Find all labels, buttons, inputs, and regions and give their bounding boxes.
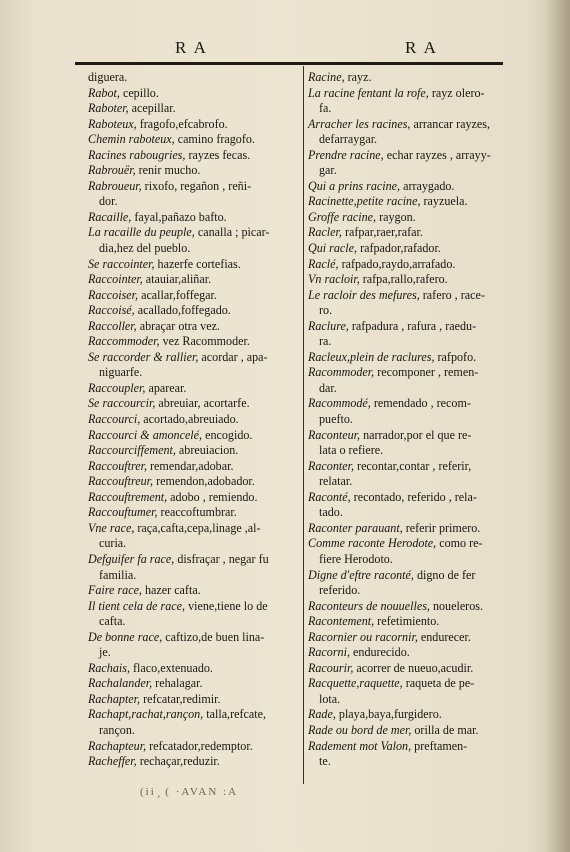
entry-translation: digno de fer <box>413 567 476 582</box>
entry-headword: Rachapt,rachat,rançon, <box>88 707 204 722</box>
entry-headword: Rachalander, <box>88 676 153 691</box>
dictionary-entry <box>308 272 516 288</box>
entry-translation: viene,tiene lo de <box>185 598 268 613</box>
entry-translation: remendon,adobador. <box>153 474 255 489</box>
entry-translation: remendar,adobar. <box>147 458 234 473</box>
entry-headword: Se raccointer, <box>88 256 155 271</box>
entry-headword: La racaille du peuple, <box>88 225 195 240</box>
entry-headword: Raconter, <box>308 458 355 473</box>
entry-headword: Rade, <box>308 707 336 722</box>
entry-translation: rixofo, regañon , reñi- <box>141 178 252 193</box>
entry-translation: rayz. <box>344 70 372 84</box>
entry-translation: raça,cafta,cepa,linage ,al- <box>134 520 261 535</box>
entry-headword: Raccointer, <box>88 272 143 287</box>
entry-headword: Racler, <box>308 225 342 240</box>
dictionary-entry <box>308 739 516 755</box>
entry-headword: Raccommoder, <box>88 334 160 349</box>
entry-continuation: relatar. <box>319 474 353 489</box>
dictionary-entry <box>88 70 300 86</box>
entry-continuation: tado. <box>319 505 343 520</box>
dictionary-entry <box>308 194 516 210</box>
entry-translation: acallado,foffegado. <box>134 303 231 318</box>
entry-translation: rafero , race- <box>419 287 485 302</box>
entry-translation: vez Racommoder. <box>159 334 250 349</box>
dictionary-entry <box>88 319 300 335</box>
entry-headword: Raconteurs de nouuelles, <box>308 598 430 613</box>
entry-translation: adobo , remiendo. <box>167 489 258 504</box>
left-column <box>88 70 300 770</box>
entry-continuation: dar. <box>319 380 337 395</box>
entry-translation: caftizo,de buen lina- <box>162 629 265 644</box>
dictionary-entry <box>88 288 300 304</box>
entry-translation: rafpar,raer,rafar. <box>341 225 423 240</box>
right-column <box>308 70 516 770</box>
entry-translation: rayz olero- <box>428 85 485 100</box>
entry-translation: rafpadura , rafura , raedu- <box>348 318 477 333</box>
entry-continuation: rançon. <box>99 722 135 737</box>
entry-translation: rechaçar,reduzir. <box>136 754 220 769</box>
entry-headword: Comme raconte Herodote, <box>308 536 437 551</box>
dictionary-entry <box>308 241 516 257</box>
entry-translation: hazer cafta. <box>141 583 201 598</box>
dictionary-entry <box>88 257 300 273</box>
entry-headword: Il tient cela de race, <box>88 598 186 613</box>
entry-headword: Racleux,plein de raclures, <box>308 349 435 364</box>
entry-headword: Rabrouër, <box>88 163 136 178</box>
entry-headword: Rachapter, <box>88 691 141 706</box>
entry-translation: recontado, referido , rela- <box>350 489 477 504</box>
entry-continuation: dor. <box>99 194 118 209</box>
entry-continuation: je. <box>99 645 111 660</box>
dictionary-entry <box>308 645 516 661</box>
entry-headword: Raboteux, <box>88 116 137 131</box>
entry-continuation: ra. <box>319 334 332 349</box>
dictionary-entry <box>88 350 300 366</box>
entry-continuation: curia. <box>99 536 127 551</box>
dictionary-entry <box>88 412 300 428</box>
header-rule <box>75 62 503 65</box>
dictionary-entry <box>88 428 300 444</box>
entry-translation: cepillo. <box>119 85 159 100</box>
dictionary-entry <box>308 459 516 475</box>
entry-translation: raqueta de pe- <box>402 676 475 691</box>
entry-continuation: familia. <box>99 567 137 582</box>
dictionary-entry <box>88 459 300 475</box>
entry-headword: Racquette,raquette, <box>308 676 403 691</box>
entry-translation: abreuiacion. <box>175 443 239 458</box>
entry-translation: como re- <box>436 536 483 551</box>
dictionary-entry <box>88 692 300 708</box>
entry-headword: Qui a prins racine, <box>308 178 401 193</box>
dictionary-entry <box>88 707 300 723</box>
entry-headword: Arracher les racines, <box>308 116 411 131</box>
entry-continuation: lata o refiere. <box>319 443 384 458</box>
entry-translation: refetimiento. <box>374 614 440 629</box>
entry-continuation: puefto. <box>319 412 353 427</box>
dictionary-entry <box>308 86 516 102</box>
entry-translation: atauiar,aliñar. <box>142 272 212 287</box>
entry-translation: rayzes fecas. <box>185 147 251 162</box>
entry-translation: recomponer , remen- <box>374 365 479 380</box>
entry-translation: acordar , apa- <box>198 349 268 364</box>
entry-headword: Vn racloir, <box>308 272 360 287</box>
entry-translation: abraçar otra vez. <box>136 318 220 333</box>
entry-headword: Raccoupler, <box>88 380 146 395</box>
entry-continuation: ro. <box>319 303 333 318</box>
entry-translation: fayal,pañazo bafto. <box>131 209 227 224</box>
entry-headword: Raccourci, <box>88 412 141 427</box>
entry-headword: Raccoisé, <box>88 303 135 318</box>
entry-translation: refcatar,redimir. <box>140 691 221 706</box>
dictionary-entry <box>88 132 300 148</box>
entry-headword: Rabroueur, <box>88 178 142 193</box>
entry-translation: fragofo,efcabrofo. <box>136 116 228 131</box>
dictionary-entry <box>308 676 516 692</box>
dictionary-entry <box>88 630 300 646</box>
dictionary-entry <box>308 179 516 195</box>
entry-translation: echar rayzes , arrayy- <box>383 147 491 162</box>
entry-continuation: referido. <box>319 583 361 598</box>
entry-translation: raygon. <box>376 209 416 224</box>
entry-headword: Raccoller, <box>88 318 137 333</box>
entry-headword: Racommodé, <box>308 396 371 411</box>
dictionary-entry <box>308 490 516 506</box>
dictionary-entry <box>88 583 300 599</box>
entry-translation: camino fragofo. <box>174 132 255 147</box>
entry-translation: aparear. <box>145 380 187 395</box>
entry-translation: recontar,contar , referir, <box>354 458 472 473</box>
entry-headword: Radement mot Valon, <box>308 738 412 753</box>
entry-continuation: gar. <box>319 163 337 178</box>
dictionary-entry <box>88 552 300 568</box>
dictionary-entry <box>308 661 516 677</box>
entry-headword: Racontement, <box>308 614 375 629</box>
entry-headword: Rade ou bord de mer, <box>308 722 412 737</box>
dictionary-entry <box>308 536 516 552</box>
entry-translation: disfraçar , negar fu <box>174 551 269 566</box>
dictionary-entry <box>88 148 300 164</box>
dictionary-entry <box>308 117 516 133</box>
header-left: R A <box>175 38 208 57</box>
entry-translation: acepillar. <box>128 101 176 116</box>
dictionary-entry <box>88 490 300 506</box>
dictionary-entry <box>88 739 300 755</box>
entry-translation: endurecer. <box>417 629 471 644</box>
dictionary-entry <box>88 117 300 133</box>
entry-translation: talla,refcate, <box>203 707 266 722</box>
entry-headword: Raconteur, <box>308 427 361 442</box>
entry-headword: Racheffer, <box>88 754 137 769</box>
entry-translation: acallar,foffegar. <box>138 287 217 302</box>
entry-translation: referir primero. <box>402 520 481 535</box>
dictionary-entry <box>88 754 300 770</box>
entry-translation: endurecido. <box>350 645 410 660</box>
entry-headword: Digne d'eftre raconté, <box>308 567 414 582</box>
dictionary-entry <box>88 474 300 490</box>
entry-headword: Raccouftumer, <box>88 505 158 520</box>
dictionary-entry <box>88 396 300 412</box>
entry-translation: rayzuela. <box>420 194 468 209</box>
dictionary-entry <box>308 723 516 739</box>
dictionary-entry <box>308 70 516 86</box>
column-divider <box>303 66 304 784</box>
entry-headword: Vne race, <box>88 520 135 535</box>
entry-translation: abreuiar, acortarfe. <box>155 396 250 411</box>
entry-continuation: defarraygar. <box>319 132 378 147</box>
entry-headword: Raccourciffement, <box>88 443 176 458</box>
entry-headword: Racommoder, <box>308 365 375 380</box>
entry-headword: Raconter parauant, <box>308 520 403 535</box>
dictionary-entry <box>308 599 516 615</box>
entry-translation: diguera. <box>88 70 128 84</box>
dictionary-entry <box>88 505 300 521</box>
entry-headword: Rabot, <box>88 85 120 100</box>
entry-headword: La racine fentant la rofe, <box>308 85 429 100</box>
dictionary-entry <box>88 303 300 319</box>
entry-translation: remendado , recom- <box>370 396 471 411</box>
dictionary-entry <box>88 443 300 459</box>
entry-headword: Raclé, <box>308 256 339 271</box>
entry-translation: rafpofo. <box>434 349 477 364</box>
page-edge-shadow <box>546 0 570 852</box>
dictionary-entry <box>308 225 516 241</box>
entry-continuation: cafta. <box>99 614 126 629</box>
dictionary-entry <box>308 319 516 335</box>
entry-continuation: te. <box>319 754 331 769</box>
entry-headword: Defguifer fa race, <box>88 551 175 566</box>
entry-headword: Rachapteur, <box>88 738 147 753</box>
entry-headword: Raccouftrement, <box>88 489 168 504</box>
dictionary-entry <box>88 86 300 102</box>
entry-headword: Prendre racine, <box>308 147 384 162</box>
entry-headword: Chemin raboteux, <box>88 132 175 147</box>
dictionary-entry <box>308 365 516 381</box>
entry-translation: noueleros. <box>429 598 483 613</box>
dictionary-entry <box>88 272 300 288</box>
entry-headword: Raconté, <box>308 489 351 504</box>
dictionary-entry <box>88 381 300 397</box>
running-header <box>70 38 502 60</box>
entry-continuation: dia,hez del pueblo. <box>99 241 191 256</box>
entry-translation: reaccoftumbrar. <box>157 505 237 520</box>
entry-headword: Racaille, <box>88 209 132 224</box>
dictionary-entry <box>88 225 300 241</box>
entry-translation: canalla ; picar- <box>194 225 270 240</box>
dictionary-entry <box>88 210 300 226</box>
dictionary-entry <box>308 210 516 226</box>
entry-headword: Raccourci & amoncelé, <box>88 427 203 442</box>
header-right: R A <box>405 38 438 57</box>
entry-translation: hazerfe cortefias. <box>154 256 241 271</box>
entry-headword: Racinette,petite racine, <box>308 194 421 209</box>
dictionary-entry <box>308 521 516 537</box>
entry-headword: Faire race, <box>88 583 142 598</box>
entry-translation: acortado,abreuiado. <box>140 412 239 427</box>
entry-translation: rafpado,raydo,arrafado. <box>338 256 456 271</box>
entry-translation: narrador,por el que re- <box>360 427 472 442</box>
entry-headword: Raccouftreur, <box>88 474 154 489</box>
entry-headword: De bonne race, <box>88 629 163 644</box>
entry-translation: orilla de mar. <box>411 722 479 737</box>
entry-translation: playa,baya,furgidero. <box>335 707 442 722</box>
entry-translation: rafpador,rafador. <box>357 241 441 256</box>
entry-headword: Racine, <box>308 70 345 84</box>
entry-translation: rafpa,rallo,rafero. <box>359 272 448 287</box>
entry-headword: Racornier ou racornir, <box>308 629 418 644</box>
entry-headword: Raccoiser, <box>88 287 139 302</box>
dictionary-entry <box>308 148 516 164</box>
entry-headword: Groffe racine, <box>308 209 377 224</box>
entry-translation: preftamen- <box>411 738 468 753</box>
dictionary-entry <box>308 568 516 584</box>
entry-headword: Racorni, <box>308 645 350 660</box>
entry-headword: Racourir, <box>308 660 354 675</box>
dictionary-entry <box>308 350 516 366</box>
entry-headword: Raboter, <box>88 101 129 116</box>
entry-continuation: lota. <box>319 691 341 706</box>
dictionary-entry <box>308 707 516 723</box>
entry-headword: Rachais, <box>88 660 130 675</box>
dictionary-entry <box>308 630 516 646</box>
dictionary-entry <box>308 396 516 412</box>
dictionary-entry <box>88 661 300 677</box>
dictionary-entry <box>88 101 300 117</box>
dictionary-entry <box>308 288 516 304</box>
entry-headword: Raclure, <box>308 318 349 333</box>
dictionary-entry <box>88 163 300 179</box>
entry-translation: arrancar rayzes, <box>410 116 491 131</box>
dictionary-entry <box>88 521 300 537</box>
entry-translation: flaco,extenuado. <box>130 660 213 675</box>
entry-headword: Raccouftrer, <box>88 458 147 473</box>
entry-continuation: fiere Herodoto. <box>319 551 393 566</box>
entry-continuation: fa. <box>319 101 332 116</box>
page-footer-mark: (ii ̧ ( ·AVAN :A <box>140 786 239 798</box>
dictionary-entry <box>88 334 300 350</box>
entry-translation: arraygado. <box>400 178 455 193</box>
entry-translation: renir mucho. <box>135 163 201 178</box>
entry-headword: Le racloir des mefures, <box>308 287 420 302</box>
dictionary-entry <box>88 179 300 195</box>
dictionary-entry <box>308 257 516 273</box>
entry-headword: Qui racle, <box>308 241 358 256</box>
entry-translation: encogido. <box>202 427 253 442</box>
dictionary-entry <box>308 428 516 444</box>
entry-headword: Se raccourcir, <box>88 396 156 411</box>
entry-translation: refcatador,redemptor. <box>146 738 253 753</box>
dictionary-entry <box>308 614 516 630</box>
entry-translation: acorrer de nueuo,acudir. <box>353 660 474 675</box>
dictionary-entry <box>88 599 300 615</box>
entry-headword: Racines rabougries, <box>88 147 186 162</box>
entry-headword: Se raccorder & rallier, <box>88 349 199 364</box>
entry-continuation: niguarfe. <box>99 365 143 380</box>
entry-translation: rehalagar. <box>152 676 203 691</box>
dictionary-entry <box>88 676 300 692</box>
